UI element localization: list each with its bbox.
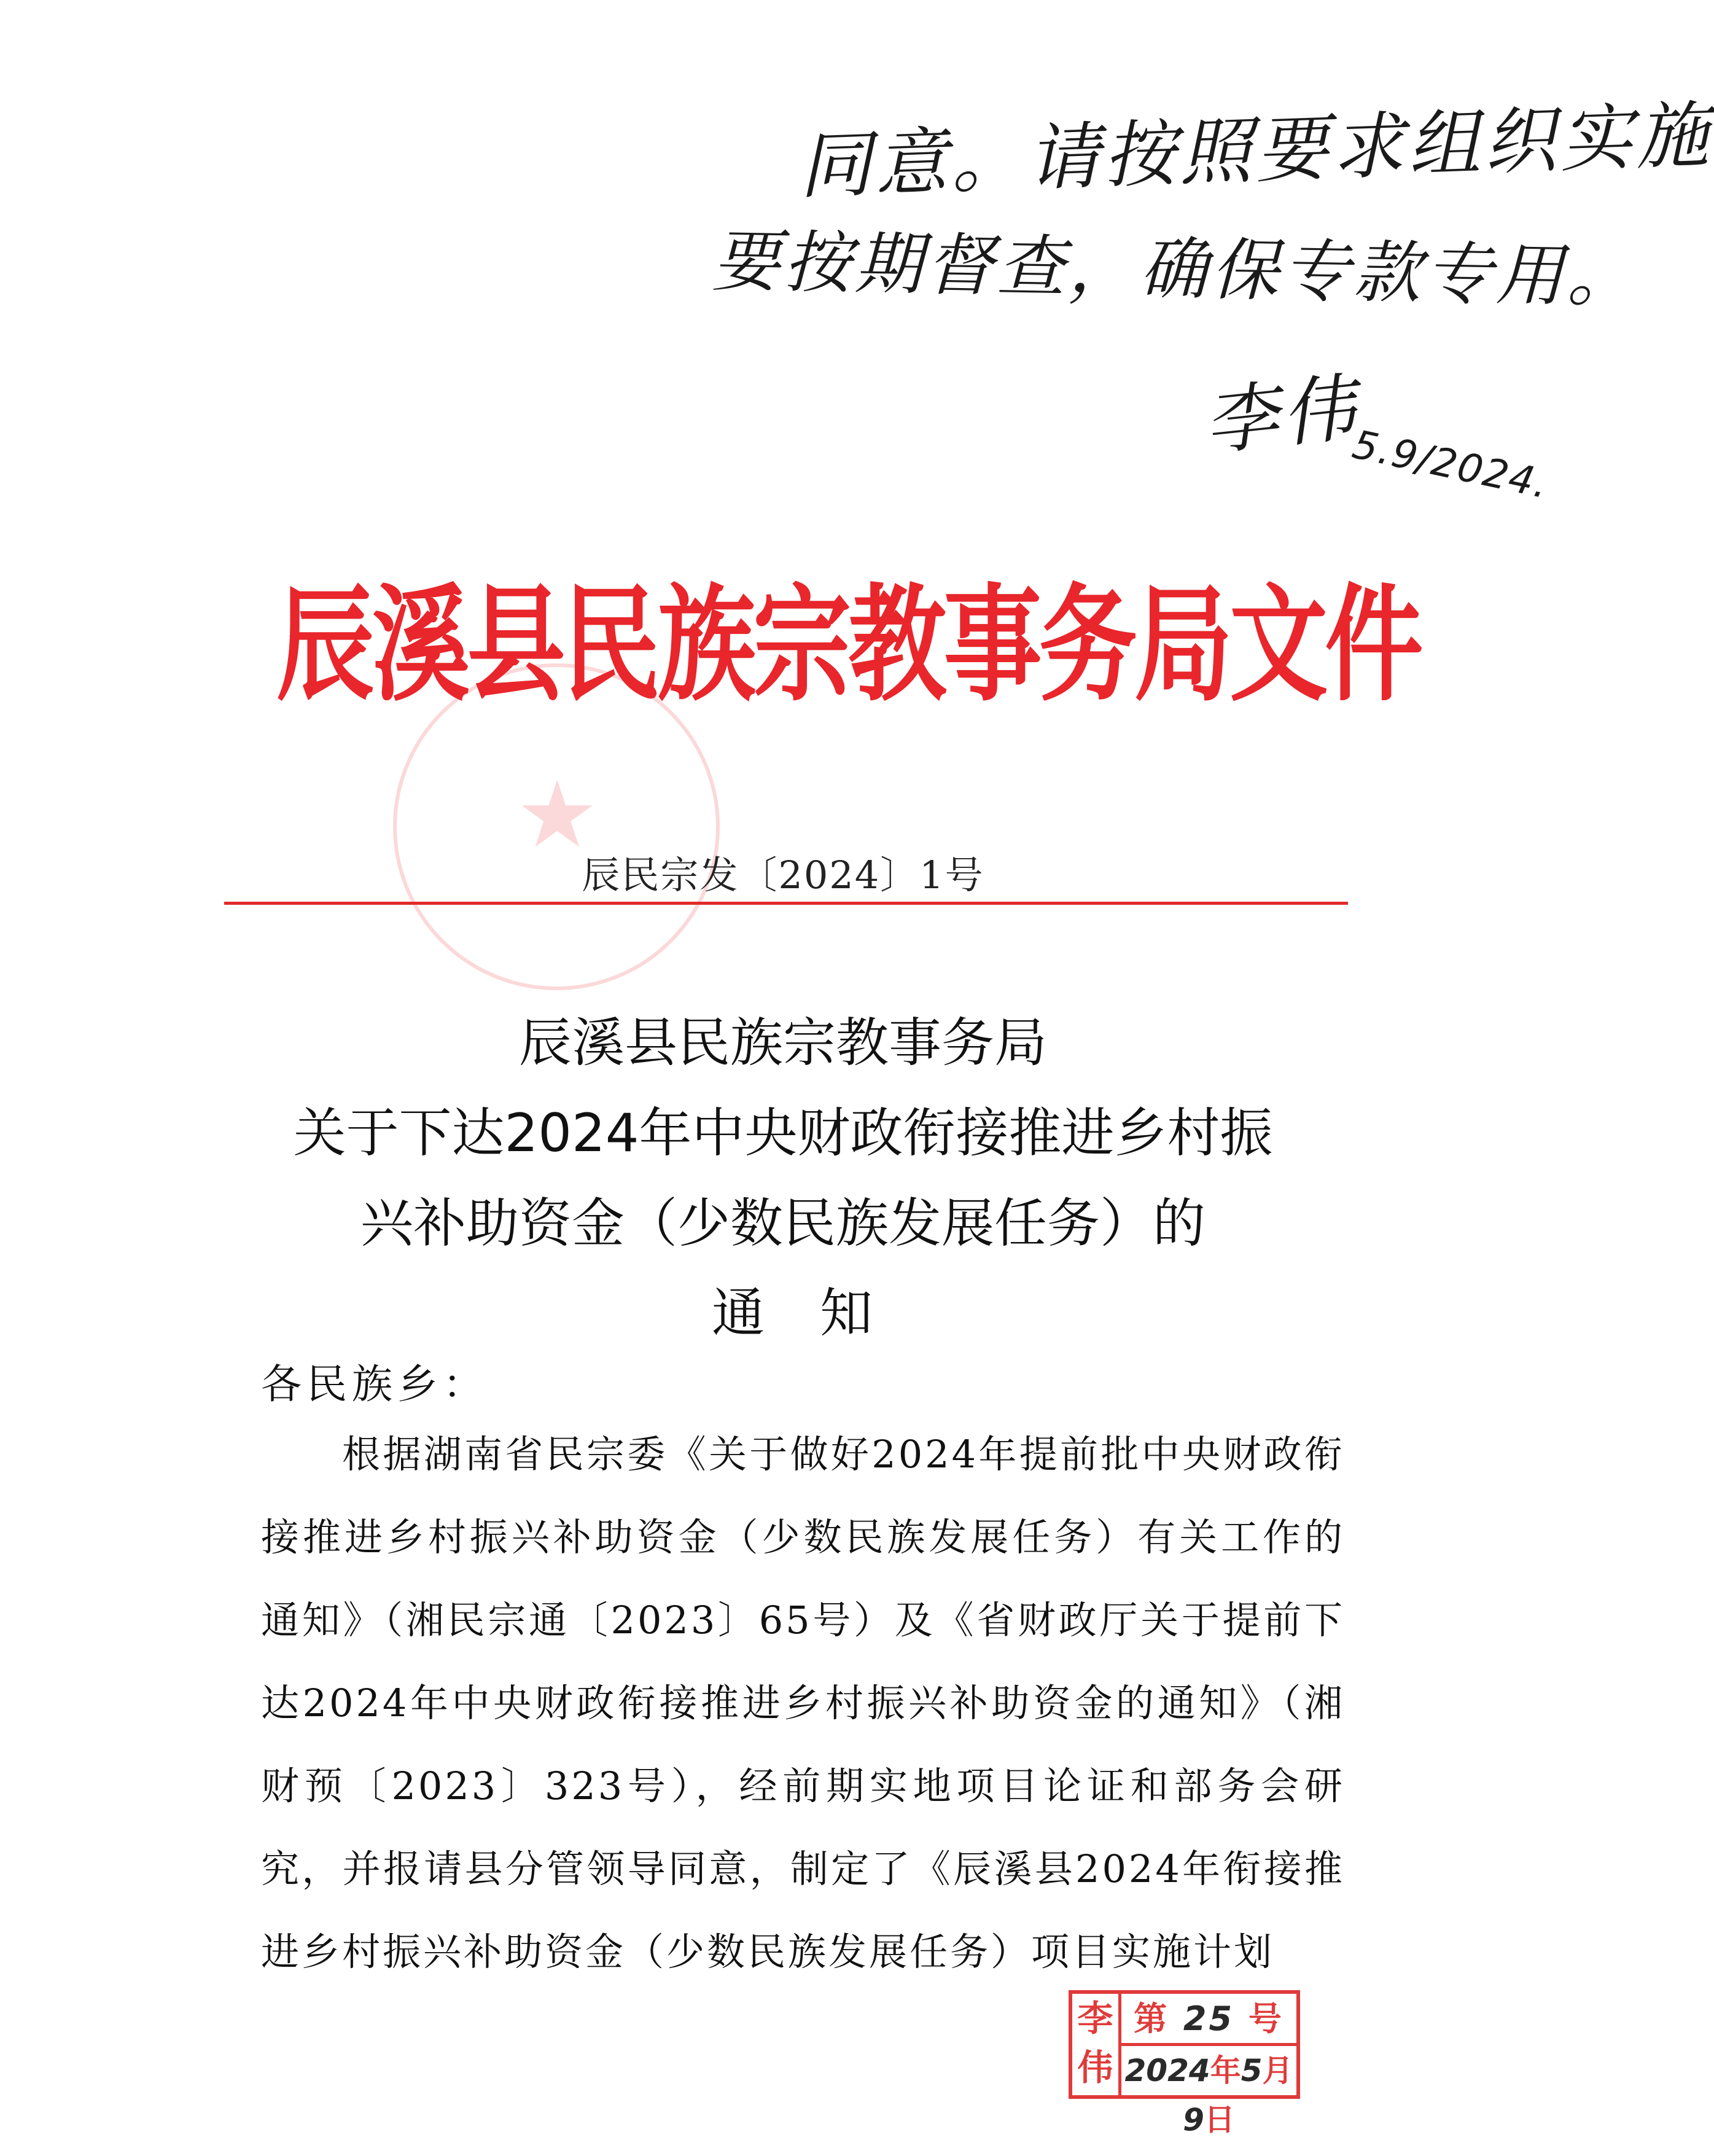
stamp-year: 2024 (1124, 2053, 1210, 2088)
stamp-number-row (1121, 1994, 1296, 2046)
red-separator-line (224, 902, 1348, 905)
stamp-prefix: 第 (1134, 1999, 1170, 2038)
document-number: 辰民宗发〔2024〕1号 (582, 853, 984, 897)
stamp-name (1072, 1994, 1121, 2095)
stamp-month: 5 (1241, 2053, 1263, 2088)
handwritten-approval-line-1: 同意。请按照要求组织实施 (797, 92, 1714, 209)
document-masthead: 辰溪县民族宗教事务局文件 (276, 571, 1420, 719)
stamp-name-top: 李 (1077, 1998, 1113, 2039)
seal-star-icon: ★ (516, 762, 599, 869)
stamp-number: 25 (1183, 1999, 1235, 2038)
title-line-2: 关于下达2024年中央财政衔接推进乡村振 (293, 1103, 1273, 1164)
title-line-3: 兴补助资金（少数民族发展任务）的 (360, 1193, 1206, 1254)
stamp-date-row (1121, 2046, 1296, 2138)
stamp-month-unit: 月 (1262, 2052, 1293, 2088)
stamp-name-bottom: 伟 (1077, 2047, 1113, 2088)
stamp-day-unit: 日 (1204, 2101, 1235, 2138)
handwritten-date: 5.9/2024. (1348, 422, 1553, 508)
handwritten-approval-line-2: 要按期督查，确保专款专用。 (711, 221, 1639, 317)
receipt-stamp (1069, 1990, 1300, 2138)
stamp-day: 9 (1183, 2102, 1204, 2138)
stamp-suffix: 号 (1248, 1999, 1284, 2038)
handwritten-signature: 李伟 (1200, 365, 1363, 466)
stamp-year-unit: 年 (1210, 2052, 1241, 2088)
salutation: 各民族乡： (261, 1361, 488, 1408)
title-line-4: 通知 (712, 1283, 928, 1344)
title-line-1: 辰溪县民族宗教事务局 (519, 1012, 1047, 1074)
body-paragraph: 根据湖南省民宗委《关于做好2024年提前批中央财政衔接推进乡村振兴补助资金（少数民族发展任务）有关工作的通知》（湘民宗通〔2023〕65号）及《省财政厅关于提前下达2024年中央财政衔接推进乡村振兴补助资金的通知》（湘财预〔2023〕323号），经前期实地项目论证和部务会研究，并报请县分管领导同意，制定了《辰溪县2024年衔接推进乡村振兴补助资金（少数民族发展任务）项目实施计划 (261, 1432, 1345, 1974)
